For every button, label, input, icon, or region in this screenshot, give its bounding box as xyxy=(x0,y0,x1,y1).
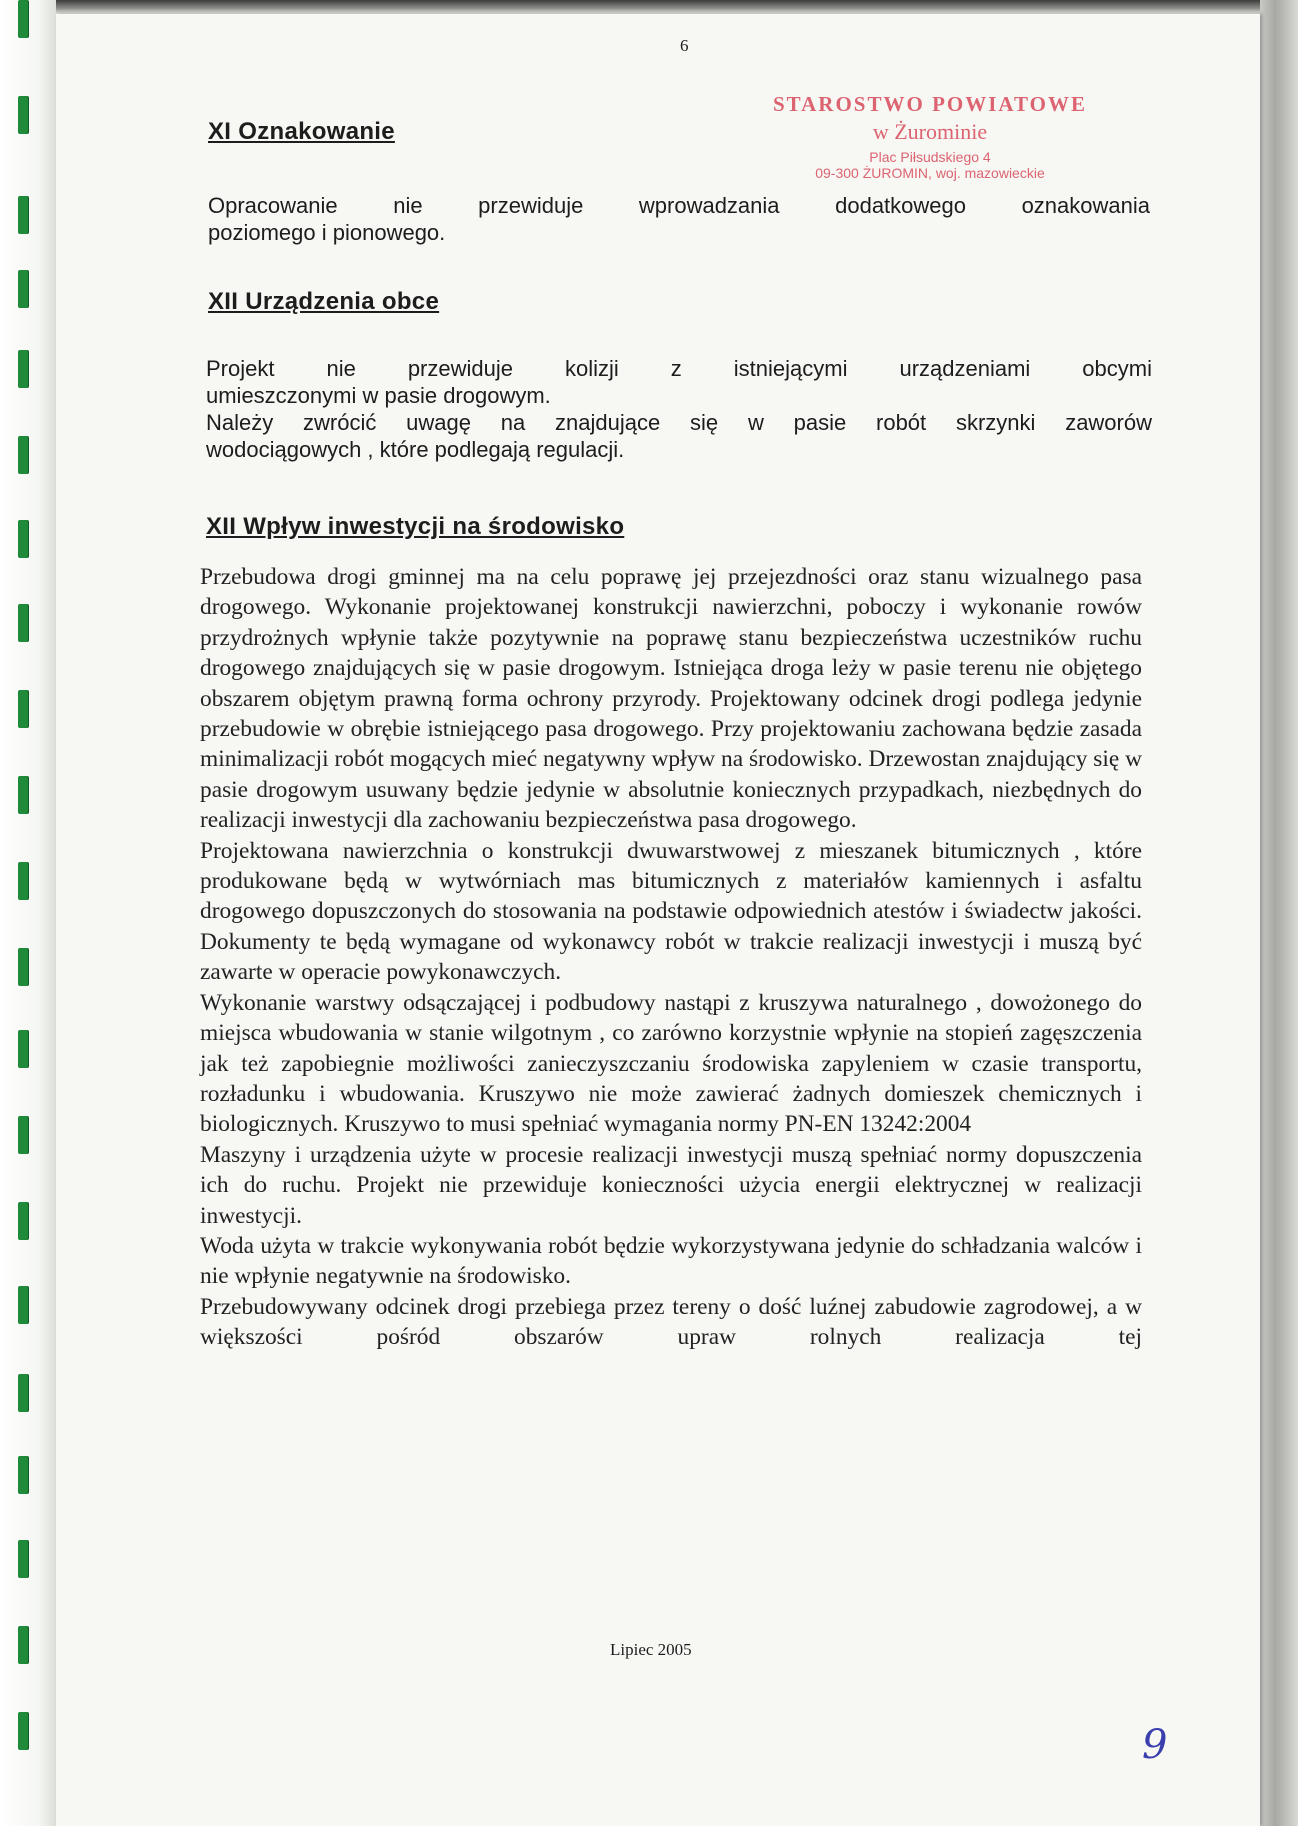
binding-ring xyxy=(18,1286,28,1324)
binding-ring xyxy=(18,350,28,388)
office-stamp xyxy=(705,92,1155,181)
page-footer-date: Lipiec 2005 xyxy=(610,1640,692,1659)
binding-ring xyxy=(18,270,28,308)
section-heading: XII Wpływ inwestycji na środowisko xyxy=(206,513,625,540)
binding-ring xyxy=(18,690,28,728)
binding-ring xyxy=(18,604,28,642)
binding-ring xyxy=(18,1202,28,1240)
text-line: poziomego i pionowego. xyxy=(208,220,446,245)
text-line: Opracowanie nie przewiduje wprowadzania dodatkowego oznakowania xyxy=(208,193,1150,218)
section-heading: XII Urządzenia obce xyxy=(208,288,440,315)
environment-section-body xyxy=(200,562,1142,1353)
body-paragraph: Przebudowa drogi gminnej ma na celu poprawę jej przejezdności oraz stanu wizualnego pasa drogowego. Wykonanie projektowanej konstrukcji nawierzchni, poboczy i wykonanie rowów przydrożnych wpłynie także pozytywnie na poprawę stanu bezpieczeństwa uczestników ruchu drogowego znajdujących się w pasie drogowym. Istniejąca droga leży w pasie terenu nie objętego obszarem objętym prawną forma ochrony przyrody. Projektowany odcinek drogi podlega jedynie przebudowie w obrębie istniejącego pasa drogowego. Przy projektowaniu zachowana będzie zasada minimalizacji robót mogących mieć negatywny wpływ na środowisko. Drzewostan znajdujący się w pasie drogowym usuwany będzie jedynie w absolutnie koniecznych przypadkach, niezbędnych do realizacji inwestycji dla zachowaniu bezpieczeństwa pasa drogowego. xyxy=(200,564,1142,834)
stamp-line: 09-300 ŻUROMIN, woj. mazowieckie xyxy=(815,165,1045,181)
binding-ring xyxy=(18,1626,28,1664)
binding-ring xyxy=(18,948,28,986)
text-line: umieszczonymi w pasie drogowym. xyxy=(206,383,551,408)
text-line: Należy zwrócić uwagę na znajdujące się w pasie robót skrzynki zaworów xyxy=(206,410,1152,435)
spiral-binding-strip xyxy=(0,0,56,1826)
stamp-line: w Żurominie xyxy=(872,119,988,144)
scan-top-edge xyxy=(56,0,1298,14)
binding-ring xyxy=(18,96,28,134)
body-paragraph: Maszyny i urządzenia użyte w procesie realizacji inwestycji muszą spełniać normy dopuszczenia ich do ruchu. Projekt nie przewiduje konieczności użycia energii elektrycznej w realizacji inwestycji. xyxy=(200,1141,1142,1229)
scan-right-edge xyxy=(1260,0,1298,1826)
binding-ring xyxy=(18,196,28,234)
section-paragraph xyxy=(208,192,1150,246)
binding-ring xyxy=(18,1374,28,1412)
binding-ring xyxy=(18,1116,28,1154)
body-paragraph: Przebudowywany odcinek drogi przebiega przez tereny o dość luźnej zabudowie zagrodowej, a w większości pośród obszarów upraw rolnych realizacja tej xyxy=(200,1293,1142,1351)
body-paragraph: Projektowana nawierzchnia o konstrukcji dwuwarstwowej z mieszanek bitumicznych , które produkowane będą w wytwórniach mas bitumicznych z materiałów kamiennych i asfaltu drogowego dopuszczonych do stosowania na podstawie odpowiednich atestów i świadectw jakości. Dokumenty te będą wymagane od wykonawcy robót w trakcie realizacji inwestycji i muszą być zawarte w operacie powykonawczych. xyxy=(200,837,1142,986)
binding-ring xyxy=(18,1540,28,1578)
stamp-line: Plac Piłsudskiego 4 xyxy=(869,149,991,165)
stamp-line: STAROSTWO POWIATOWE xyxy=(773,92,1087,116)
binding-ring xyxy=(18,776,28,814)
binding-ring xyxy=(18,1712,28,1750)
binding-ring xyxy=(18,0,28,38)
binding-ring xyxy=(18,520,28,558)
body-paragraph: Woda użyta w trakcie wykonywania robót będzie wykorzystywana jedynie do schładzania walców i nie wpłynie negatywnie na środowisko. xyxy=(200,1232,1142,1290)
section-heading: XI Oznakowanie xyxy=(208,118,395,145)
handwritten-page-mark: 9 xyxy=(1142,1722,1168,1768)
section-paragraph xyxy=(206,355,1152,463)
binding-ring xyxy=(18,862,28,900)
body-paragraph: Wykonanie warstwy odsączającej i podbudowy nastąpi z kruszywa naturalnego , dowożonego do miejsca wbudowania w stanie wilgotnym , co zarówno korzystnie wpłynie na stopień zagęszczenia jak też zapobiegnie możliwości zanieczyszczaniu środowiska zapyleniem w czasie transportu, rozładunku i wbudowania. Kruszywo nie może zawierać żadnych domieszek chemicznych i biologicznych. Kruszywo to musi spełniać wymagania normy PN-EN 13242:2004 xyxy=(200,989,1142,1138)
page-number: 6 xyxy=(680,36,689,55)
text-line: wodociągowych , które podlegają regulacji. xyxy=(206,437,625,462)
text-line: Projekt nie przewiduje kolizji z istniejącymi urządzeniami obcymi xyxy=(206,356,1152,381)
binding-ring xyxy=(18,1030,28,1068)
binding-ring xyxy=(18,436,28,474)
binding-ring xyxy=(18,1456,28,1494)
